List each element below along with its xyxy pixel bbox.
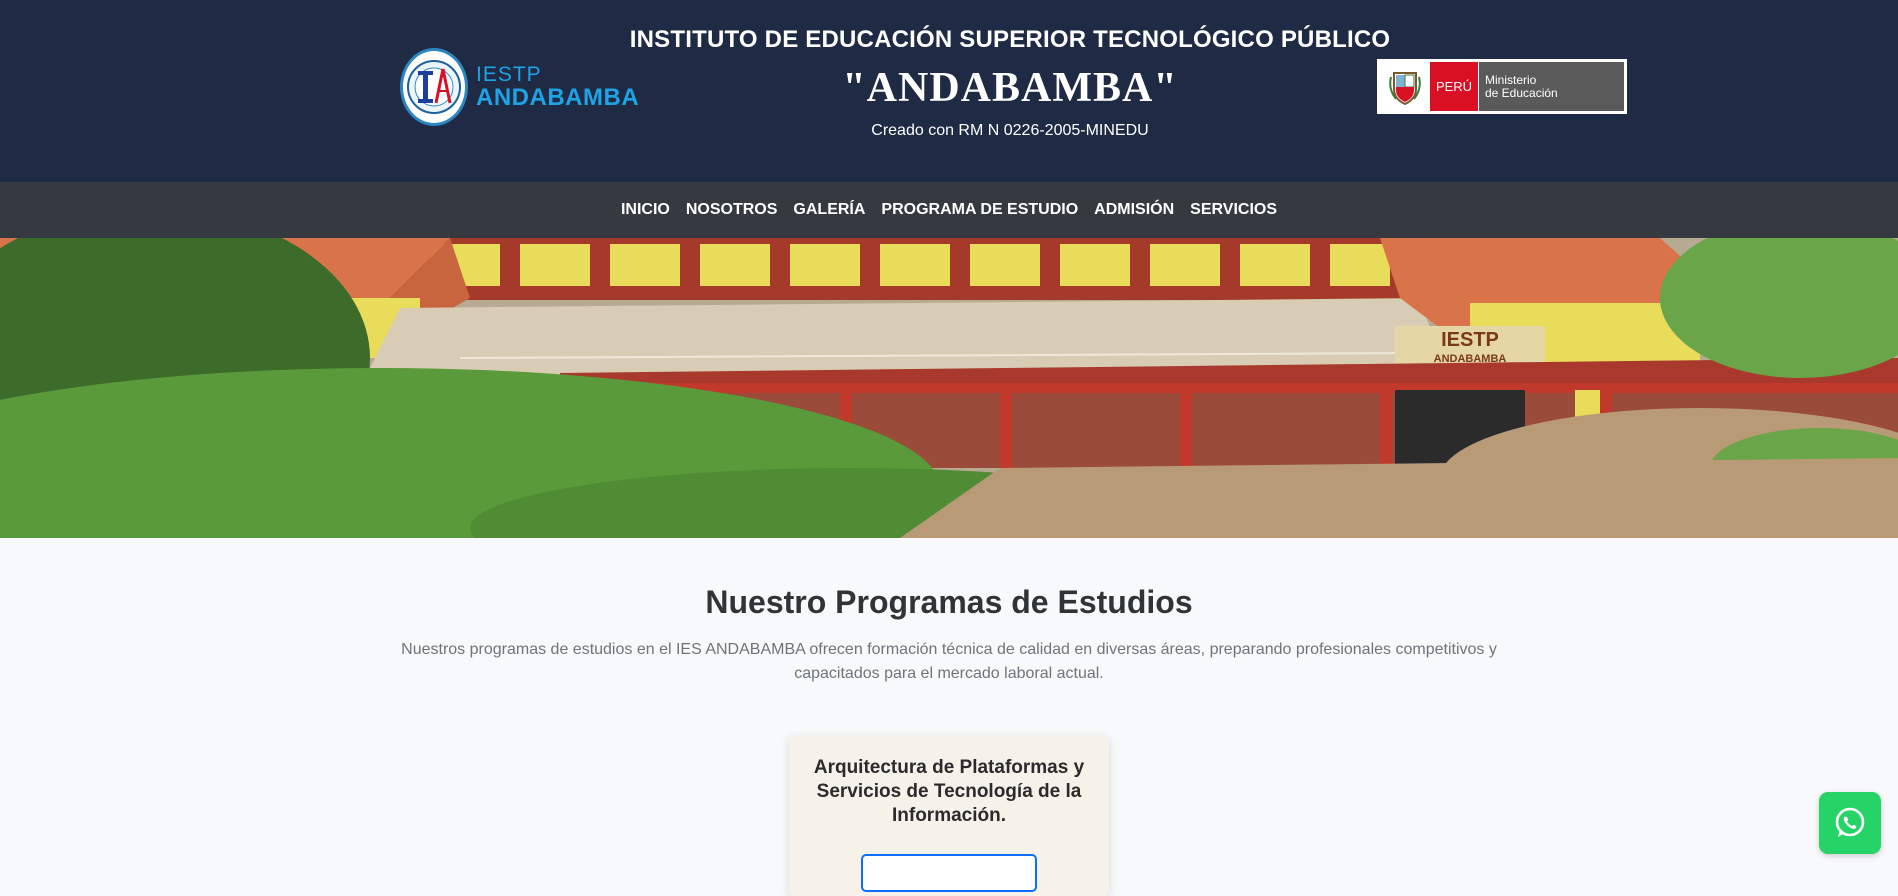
nav-item-galeria[interactable]: GALERÍA — [793, 201, 866, 218]
program-card[interactable] — [789, 736, 1109, 896]
logo-line-2: ANDABAMBA — [476, 84, 640, 111]
program-card-button[interactable] — [861, 854, 1037, 892]
ministry-line-2: de Educación — [1485, 85, 1558, 100]
logo-text — [476, 64, 639, 110]
nav-item-nosotros[interactable]: NOSOTROS — [685, 201, 778, 218]
campus-sign-line-1: IESTP — [1441, 329, 1499, 351]
logo-line-1: IESTP — [476, 63, 542, 86]
header-heading-block — [620, 26, 1400, 140]
nav-item-admision[interactable]: ADMISIÓN — [1094, 201, 1175, 218]
nav-item-programa-de-estudio[interactable]: PROGRAMA DE ESTUDIO — [881, 201, 1079, 218]
peru-shield-icon — [1380, 62, 1430, 111]
peru-label: PERÚ — [1430, 62, 1478, 111]
ministry-line-1: Ministerio — [1485, 72, 1537, 87]
logo-emblem-icon — [400, 48, 468, 126]
whatsapp-icon — [1832, 805, 1868, 841]
programs-description: Nuestros programas de estudios en el IES ANDABAMBA ofrecen formación técnica de calidad en diversas áreas, preparando profesionales competitivos y capacitados para el mercado laboral actual. — [401, 641, 1497, 682]
programs-title: Nuestro Programas de Estudios — [705, 584, 1193, 620]
main-navigation — [0, 182, 1898, 238]
program-card-title: Arquitectura de Plataformas y Servicios de Tecnología de la Información. — [813, 757, 1085, 826]
minedu-logo[interactable] — [1377, 59, 1627, 114]
campus-illustration — [0, 238, 1898, 538]
site-logo[interactable] — [400, 48, 639, 126]
institute-name: "ANDABAMBA" — [842, 65, 1178, 111]
hero-campus-image — [0, 238, 1898, 538]
nav-item-inicio[interactable]: INICIO — [620, 201, 670, 218]
campus-sign-line-2: ANDABAMBA — [1433, 353, 1507, 365]
whatsapp-button[interactable] — [1819, 792, 1881, 854]
site-header — [0, 0, 1898, 182]
institute-resolution: Creado con RM N 0226-2005-MINEDU — [871, 122, 1149, 139]
ministry-label — [1478, 62, 1624, 111]
nav-item-servicios[interactable]: SERVICIOS — [1190, 201, 1278, 218]
institute-type-title: INSTITUTO DE EDUCACIÓN SUPERIOR TECNOLÓGICO PÚBLICO — [629, 26, 1391, 53]
